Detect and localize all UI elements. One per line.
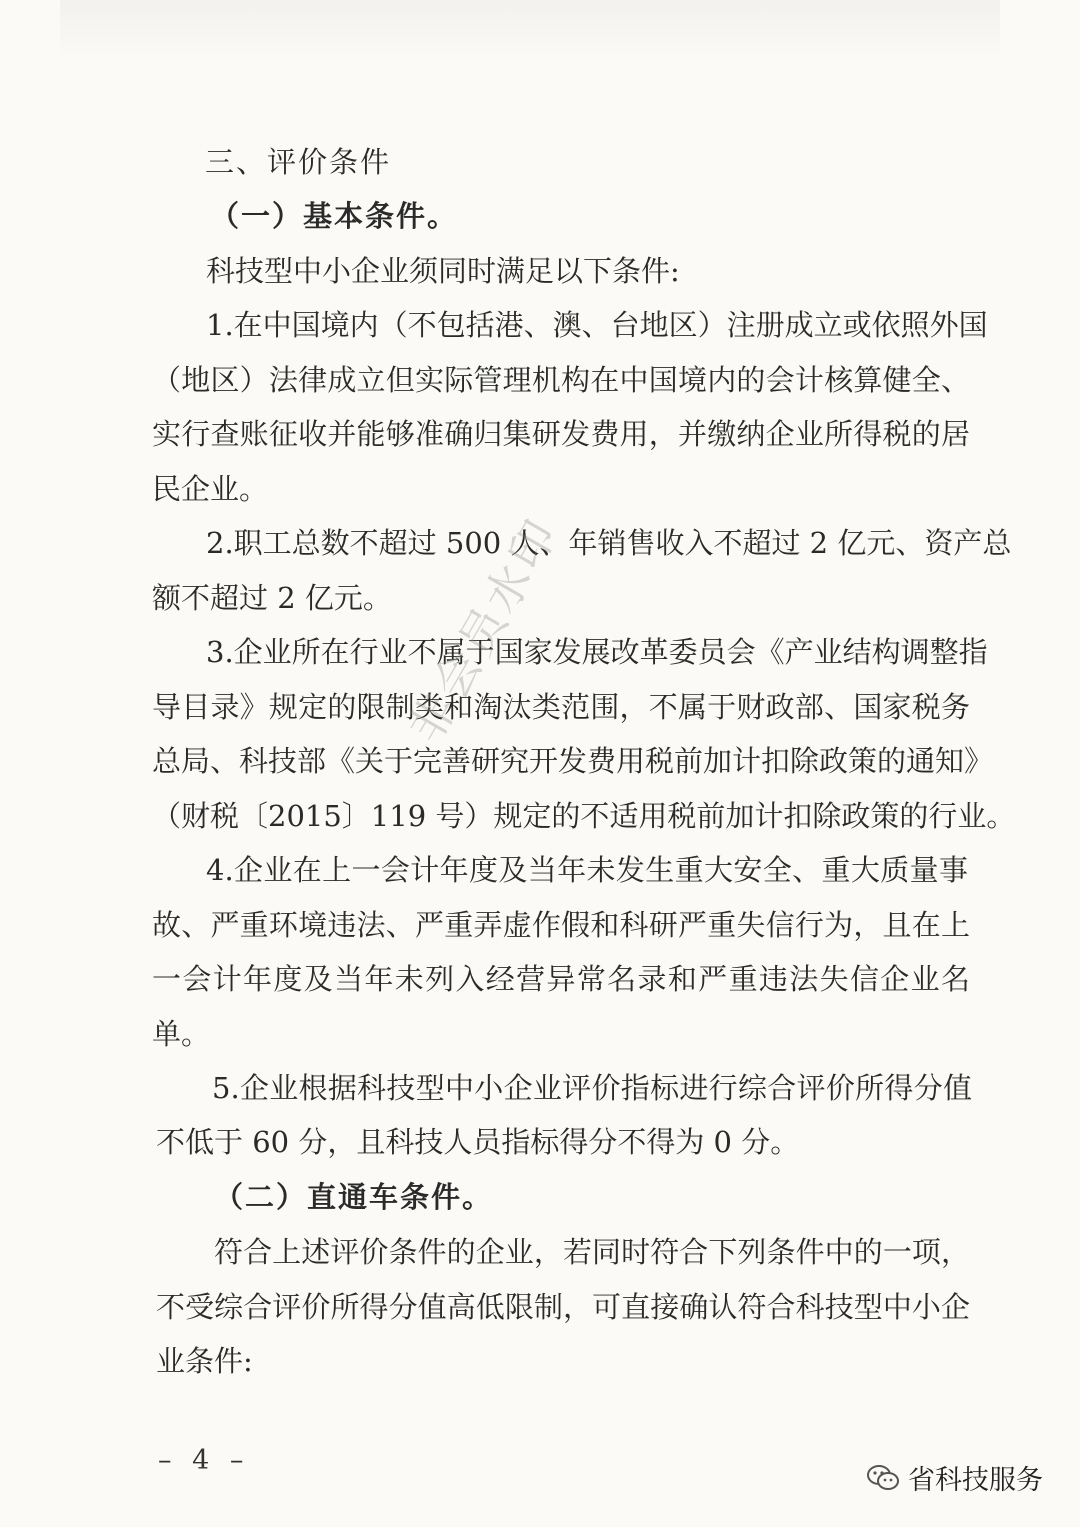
section-heading: 三、评价条件 <box>205 145 392 179</box>
item5-line2: 不低于 60 分，且科技人员指标得分不得为 0 分。 <box>156 1125 800 1159</box>
brand-name: 省科技服务 <box>908 1465 1043 1496</box>
intro-paragraph: 科技型中小企业须同时满足以下条件: <box>206 254 680 288</box>
item3-line2: 导目录》规定的限制类和淘汰类范围，不属于财政部、国家税务 <box>152 690 970 724</box>
item4-line4: 单。 <box>152 1017 211 1051</box>
item1-line4: 民企业。 <box>152 472 269 506</box>
item5-line1: 5.企业根据科技型中小企业评价指标进行综合评价所得分值 <box>212 1071 972 1105</box>
page-number: – 4 – <box>158 1445 250 1476</box>
item3-line3: 总局、科技部《关于完善研究开发费用税前加计扣除政策的通知》 <box>152 744 994 778</box>
item1-line2: （地区）法律成立但实际管理机构在中国境内的会计核算健全、 <box>152 363 970 397</box>
subsection-title-basic: （一）基本条件。 <box>210 199 459 233</box>
item4-line3: 一会计年度及当年未列入经营异常名录和严重违法失信企业名 <box>152 962 970 996</box>
item3-line4: （财税〔2015〕119 号）规定的不适用税前加计扣除政策的行业。 <box>152 799 1016 833</box>
fasttrack-line3: 业条件: <box>156 1344 253 1378</box>
footer-brand <box>866 1458 1043 1497</box>
item2-line2: 额不超过 2 亿元。 <box>152 581 392 615</box>
wechat-icon <box>866 1463 900 1493</box>
item4-line2: 故、严重环境违法、严重弄虚作假和科研严重失信行为，且在上 <box>152 908 970 942</box>
item2-line1: 2.职工总数不超过 500 人、年销售收入不超过 2 亿元、资产总 <box>206 526 1012 560</box>
watermark-text: 非会员水印 <box>397 507 570 752</box>
subsection-title-fasttrack: （二）直通车条件。 <box>214 1180 494 1214</box>
item1-line3: 实行查账征收并能够准确归集研发费用，并缴纳企业所得税的居 <box>152 417 970 451</box>
fasttrack-line2: 不受综合评价所得分值高低限制，可直接确认符合科技型中小企 <box>156 1290 970 1324</box>
item3-line1: 3.企业所在行业不属于国家发展改革委员会《产业结构调整指 <box>206 635 988 669</box>
item4-line1: 4.企业在上一会计年度及当年未发生重大安全、重大质量事 <box>206 853 968 887</box>
scan-edge-shading <box>60 0 1000 60</box>
item1-line1: 1.在中国境内（不包括港、澳、台地区）注册成立或依照外国 <box>206 308 988 342</box>
fasttrack-line1: 符合上述评价条件的企业，若同时符合下列条件中的一项， <box>214 1235 970 1269</box>
